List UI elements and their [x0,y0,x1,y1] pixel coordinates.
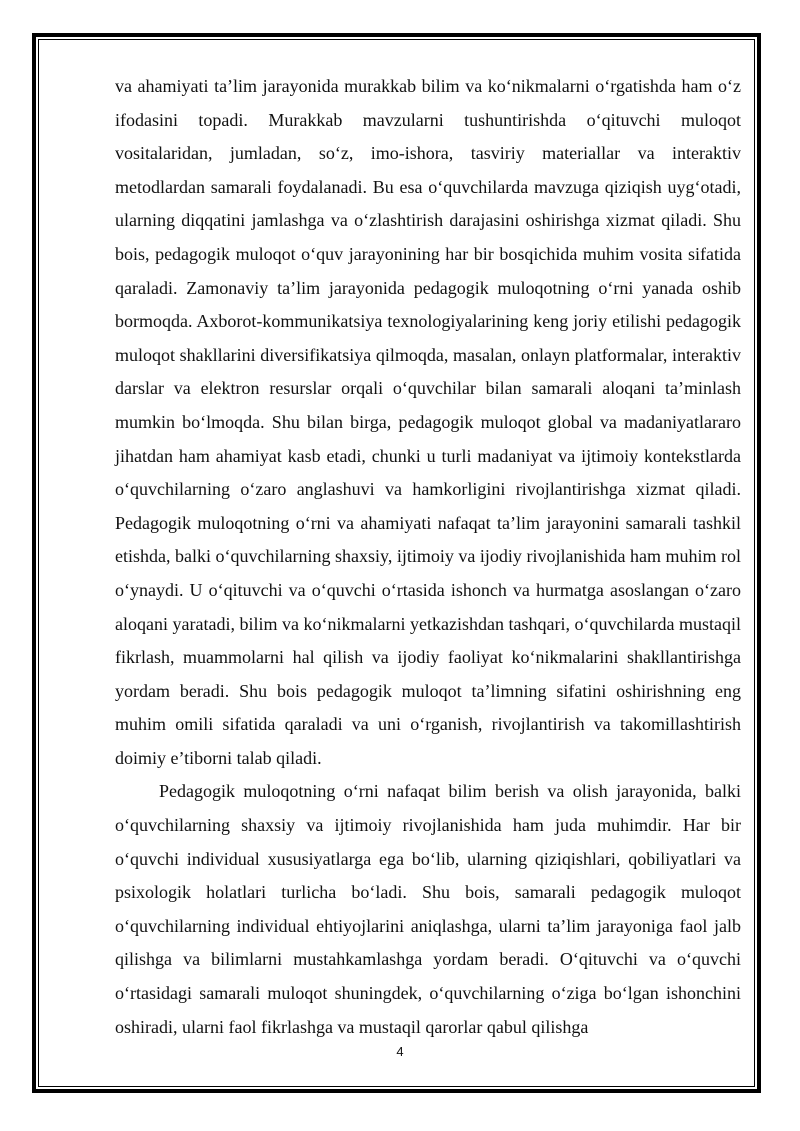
page-number: 4 [396,1044,404,1059]
document-body [115,70,741,1044]
paragraph-2: Pedagogik muloqotning o‘rni nafaqat bilim berish va olish jarayonida, balki o‘quvchilarning shaxsiy va ijtimoiy rivojlanishida ham juda muhimdir. Har bir o‘quvchi individual xususiyatlarga ega bo‘lib, ularning qiziqishlari, qobiliyatlari va psixologik holatlari turlicha bo‘ladi. Shu bois, samarali pedagogik muloqot o‘quvchilarning individual ehtiyojlarini aniqlashga, ularni ta’lim jarayoniga faol jalb qilishga va bilimlarni mustahkamlashga yordam beradi. O‘qituvchi va o‘quvchi o‘rtasidagi samarali muloqot shuningdek, o‘quvchilarning o‘ziga bo‘lgan ishonchini oshiradi, ularni faol fikrlashga va mustaqil qarorlar qabul qilishga [115,781,741,1037]
paragraph-1: va ahamiyati ta’lim jarayonida murakkab bilim va ko‘nikmalarni o‘rgatishda ham o‘z ifodasini topadi. Murakkab mavzularni tushuntirishda o‘qituvchi muloqot vositalaridan, jumladan, so‘z, imo-ishora, tasviriy materiallar va interaktiv metodlardan samarali foydalanadi. Bu esa o‘quvchilarda mavzuga qiziqish uyg‘otadi, ularning diqqatini jamlashga va o‘zlashtirish darajasini oshirishga xizmat qiladi. Shu bois, pedagogik muloqot o‘quv jarayonining har bir bosqichida muhim vosita sifatida qaraladi. Zamonaviy ta’lim jarayonida pedagogik muloqotning o‘rni yanada oshib bormoqda. Axborot-kommunikatsiya texnologiyalarining keng joriy etilishi pedagogik muloqot shakllarini diversifikatsiya qilmoqda, masalan, onlayn platformalar, interaktiv darslar va elektron resurslar orqali o‘quvchilar bilan samarali aloqani ta’minlash mumkin bo‘lmoqda. Shu bilan birga, pedagogik muloqot global va madaniyatlararo jihatdan ham ahamiyat kasb etadi, chunki u turli madaniyat va ijtimoiy kontekstlarda o‘quvchilarning o‘zaro anglashuvi va hamkorligini rivojlantirishga xizmat qiladi. Pedagogik muloqotning o‘rni va ahamiyati nafaqat ta’lim jarayonini samarali tashkil etishda, balki o‘quvchilarning shaxsiy, ijtimoiy va ijodiy rivojlanishida ham muhim rol o‘ynaydi. U o‘qituvchi va o‘quvchi o‘rtasida ishonch va hurmatga asoslangan o‘zaro aloqani yaratadi, bilim va ko‘nikmalarni yetkazishdan tashqari, o‘quvchilarda mustaqil fikrlash, muammolarni hal qilish va ijodiy faoliyat ko‘nikmalarini shakllantirishga yordam beradi. Shu bois pedagogik muloqot ta’limning sifatini oshirishning eng muhim omili sifatida qaraladi va uni o‘rganish, rivojlantirish va takomillashtirish doimiy e’tiborni talab qiladi. [115,76,741,768]
